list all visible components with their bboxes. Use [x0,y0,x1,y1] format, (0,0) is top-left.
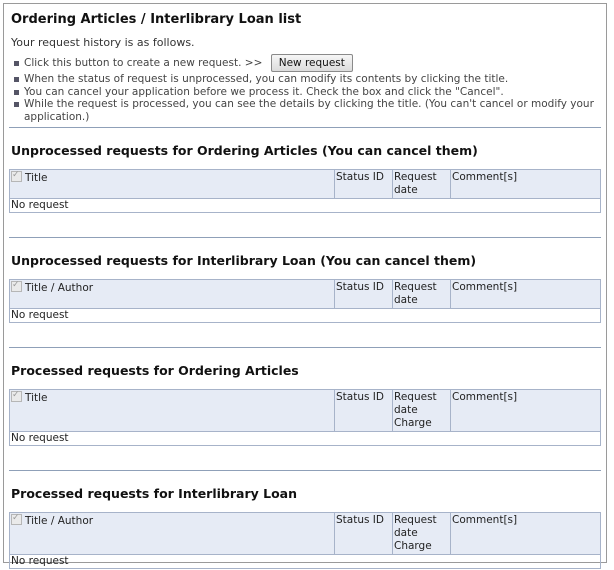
col-status: Status ID [335,170,393,199]
select-all-checkbox[interactable] [11,281,22,292]
col-comment: Comment[s] [451,280,601,309]
note-cancel: You can cancel your application before we process it. Check the box and click the "Cancel". [11,86,601,99]
requests-table [9,279,601,323]
select-all-checkbox[interactable] [11,514,22,525]
section-unprocessed-ill [9,238,601,323]
section-unprocessed-articles [9,128,601,213]
col-title-label: Title [25,172,48,184]
col-title [10,390,335,432]
section-heading: Unprocessed requests for Ordering Articles (You can cancel them) [11,143,478,158]
select-all-checkbox[interactable] [11,391,22,402]
table-row [10,555,601,569]
col-date: Request date Charge [393,390,451,432]
new-request-button[interactable]: New request [271,54,353,72]
empty-message: No request [10,309,601,323]
section-processed-articles [9,348,601,446]
col-status: Status ID [335,280,393,309]
col-title-label: Title [25,392,48,404]
col-date: Request date [393,170,451,199]
note-processed: While the request is processed, you can see the details by clicking the title. (You can't cancel or modify your application.) [11,98,601,123]
new-request-prefix: Click this button to create a new request. >> [24,57,263,69]
table-header-row [10,390,601,432]
col-title [10,170,335,199]
col-comment: Comment[s] [451,513,601,555]
section-heading: Processed requests for Ordering Articles [11,363,299,378]
col-date: Request date [393,280,451,309]
notes-list [11,53,601,123]
note-modify: When the status of request is unprocessed, you can modify its contents by clicking the title. [11,73,601,86]
col-comment: Comment[s] [451,170,601,199]
history-text: Your request history is as follows. [11,36,195,49]
col-title [10,280,335,309]
table-row [10,309,601,323]
col-status: Status ID [335,390,393,432]
table-row [10,199,601,213]
intro [9,36,601,123]
page-frame [3,3,607,567]
section-heading: Processed requests for Interlibrary Loan [11,486,298,501]
col-title [10,513,335,555]
table-row [10,432,601,446]
empty-message: No request [10,432,601,446]
requests-table [9,512,601,569]
empty-message: No request [10,199,601,213]
requests-table [9,169,601,213]
note-new-request [11,53,601,73]
col-comment: Comment[s] [451,390,601,432]
col-date: Request date Charge [393,513,451,555]
section-processed-ill [9,471,601,569]
page-title: Ordering Articles / Interlibrary Loan list [11,12,302,27]
table-header-row [10,513,601,555]
table-header-row [10,170,601,199]
empty-message: No request [10,555,601,569]
col-title-label: Title / Author [25,282,94,294]
col-title-label: Title / Author [25,515,94,527]
col-status: Status ID [335,513,393,555]
select-all-checkbox[interactable] [11,171,22,182]
section-heading: Unprocessed requests for Interlibrary Loan (You can cancel them) [11,253,477,268]
requests-table [9,389,601,446]
table-header-row [10,280,601,309]
